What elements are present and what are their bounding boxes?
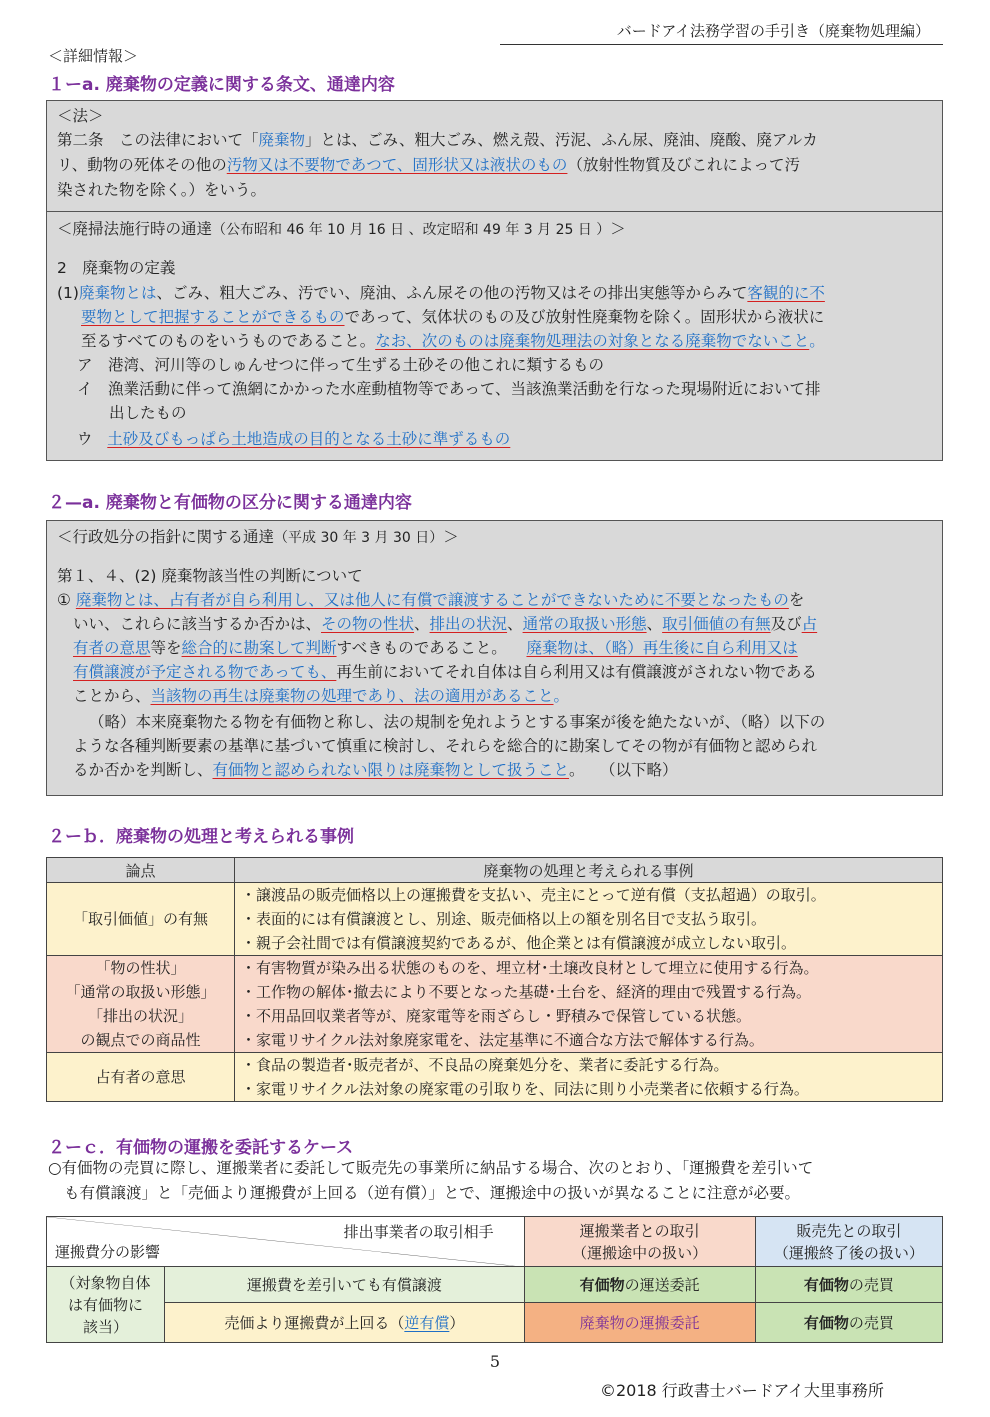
object-line: 該当） bbox=[82, 1317, 128, 1336]
law-line-2 bbox=[57, 154, 800, 176]
text: ＜廃掃法施行時の通達 bbox=[57, 220, 213, 238]
carrier-cell: 廃棄物の運搬委託 bbox=[524, 1303, 755, 1343]
column-header: 廃棄物の処理と考えられる事例 bbox=[235, 858, 943, 883]
text: を bbox=[788, 591, 805, 609]
example: ・家電リサイクル法対象廃家電を、法定基準に不適合な方法で解体する行為。 bbox=[241, 1031, 764, 1049]
item-u bbox=[77, 428, 510, 450]
text: 有価物 bbox=[803, 1276, 849, 1294]
table-header-row bbox=[47, 858, 943, 883]
keyword: 土砂及びもっぱら土地造成の目的となる土砂に準ずるもの bbox=[107, 430, 511, 448]
text: 、ごみ、粗大ごみ、汚でい、廃油、ふん尿その他の汚物又はその排出実態等からみて bbox=[156, 284, 748, 302]
transport-note-1: ○有価物の売買に際し、運搬業者に委託して販売先の事業所に納品する場合、次のとおり、「運搬費を差引いて bbox=[48, 1159, 814, 1177]
definition-title: 2 廃棄物の定義 bbox=[57, 259, 176, 277]
issue-text: 「排出の状況」 bbox=[87, 1007, 193, 1025]
text: の売買 bbox=[848, 1314, 894, 1332]
issue-text: 「通常の取扱い形態」 bbox=[65, 983, 216, 1001]
example: ・譲渡品の販売価格以上の運搬費を支払い、売主にとって逆有償（支払超過）の取引。 bbox=[241, 886, 826, 904]
header-line: 販売先との取引 bbox=[796, 1221, 902, 1240]
header-line: （運搬途中の扱い） bbox=[572, 1243, 708, 1262]
example: ・親子会社間では有償譲渡契約であるが、他企業とは有償譲渡が成立しない取引。 bbox=[241, 934, 797, 952]
law-line-1 bbox=[57, 129, 818, 151]
guideline-line-5 bbox=[73, 685, 569, 707]
column-header: 論点 bbox=[47, 858, 235, 883]
text: 至るすべてのものをいうものであること。 bbox=[81, 332, 376, 350]
notice-line-1 bbox=[57, 282, 825, 304]
text: （平成 30 年 3 月 30 日） bbox=[274, 530, 444, 546]
section-1a-heading: １ーa. 廃棄物の定義に関する条文、通達内容 bbox=[48, 75, 395, 95]
notice-box bbox=[46, 211, 943, 461]
section-2c-heading: ２ーｃ．有価物の運搬を委託するケース bbox=[48, 1138, 354, 1158]
issue-text: 占有者の意思 bbox=[95, 1068, 186, 1086]
text: (1) bbox=[57, 284, 79, 302]
keyword: 通常の取扱い形態 bbox=[522, 615, 647, 633]
text: ＞ bbox=[443, 528, 459, 546]
text: ） bbox=[449, 1314, 465, 1332]
issue-cell bbox=[47, 956, 235, 1053]
text: ＞ bbox=[610, 220, 626, 238]
guideline-title bbox=[57, 526, 459, 549]
text: 、 bbox=[414, 615, 430, 633]
page-number: 5 bbox=[489, 1352, 501, 1371]
table-row bbox=[47, 956, 943, 1053]
header-line: （運搬終了後の扱い） bbox=[773, 1243, 924, 1262]
issue-cell bbox=[47, 883, 235, 956]
example: ・家電リサイクル法対象の廃家電の引取りを、同法に則り小売業者に依頼する行為。 bbox=[241, 1080, 809, 1098]
issue-text: 「物の性状」 bbox=[95, 959, 186, 977]
text: （公布昭和 46 年 10 月 16 日 、改定昭和 49 年 3 月 25 日 ） bbox=[212, 222, 611, 238]
notice-title bbox=[57, 218, 626, 241]
carrier-column-header bbox=[524, 1217, 755, 1267]
text: ① bbox=[57, 591, 71, 609]
buyer-cell bbox=[755, 1303, 942, 1343]
keyword: その物の性状 bbox=[321, 615, 415, 633]
text: （放射性物質及びこれによって汚 bbox=[567, 156, 800, 174]
text: すべきものであること。 bbox=[336, 639, 507, 657]
text: 等を bbox=[150, 639, 182, 657]
guideline-line-1 bbox=[57, 589, 804, 611]
text: 売価より運搬費が上回る（ bbox=[224, 1314, 405, 1332]
keyword: なお、次のものは廃棄物処理法の対象となる廃棄物でないこと bbox=[375, 332, 810, 350]
transport-table bbox=[46, 1216, 943, 1343]
issue-text: の観点での商品性 bbox=[80, 1031, 201, 1049]
keyword: 占 bbox=[801, 615, 818, 633]
guideline-line-2 bbox=[73, 613, 817, 635]
law-title: ＜法＞ bbox=[57, 107, 104, 125]
table-row bbox=[47, 1053, 943, 1102]
text: ことから、 bbox=[73, 687, 151, 705]
keyword: 廃棄物は、（略）再生後に自ら利用又は bbox=[526, 639, 798, 657]
header-top-label: 排出事業者の取引相手 bbox=[343, 1223, 494, 1241]
law-line-3: 染された物を除く。）をいう。 bbox=[57, 181, 266, 199]
text: 再生前においてそれ自体は自ら利用又は有償譲渡がされない物である bbox=[336, 663, 817, 681]
text: いい、これらに該当するか否かは、 bbox=[73, 615, 322, 633]
object-line: （対象物自体 bbox=[60, 1273, 151, 1292]
guideline-line-7: ような各種判断要素の基準に基づいて慎重に検討し、それらを総合的に勘案してその物が有価物と認められ bbox=[73, 737, 818, 755]
transport-note-2: も有償譲渡」と「売価より運搬費が上回る（逆有償）」とで、運搬途中の扱いが異なることに注意が必要。 bbox=[64, 1184, 800, 1202]
text: 及び bbox=[770, 615, 802, 633]
text: 、 bbox=[646, 615, 663, 633]
copyright: ©2018 行政書士バードアイ大里事務所 bbox=[600, 1381, 884, 1400]
case-cell: 運搬費を差引いても有償譲渡 bbox=[165, 1267, 525, 1303]
example: ・有害物質が染み出る状態のものを、埋立材･土壌改良材として埋立に使用する行為。 bbox=[241, 959, 819, 977]
guideline-line-6: （略）本来廃棄物たる物を有価物と称し、法の規制を免れようとする事案が後を絶たないが、（略）以下の bbox=[89, 713, 826, 731]
keyword: 有価物と認められない限りは廃棄物として扱うこと bbox=[212, 761, 570, 779]
examples-cell bbox=[235, 1053, 943, 1102]
page-header: バードアイ法務学習の手引き（廃棄物処理編） bbox=[616, 22, 930, 40]
text: の売買 bbox=[848, 1276, 894, 1294]
notice-line-3 bbox=[81, 330, 825, 352]
keyword: 取引価値の有無 bbox=[662, 615, 771, 633]
keyword: 廃棄物とは、占有者が自ら利用し、又は他人に有償で譲渡することができないために不要となったもの bbox=[75, 591, 789, 609]
keyword: 排出の状況 bbox=[429, 615, 508, 633]
text: 有価物 bbox=[803, 1314, 849, 1332]
cases-table bbox=[46, 857, 943, 1102]
examples-cell bbox=[235, 956, 943, 1053]
keyword: 要物として把握することができるもの bbox=[81, 308, 345, 326]
text: リ、動物の死体その他の bbox=[57, 156, 227, 174]
item-a: ア 港湾、河川等のしゅんせつに伴って生ずる土砂その他これに類するもの bbox=[77, 356, 605, 374]
keyword: 廃棄物 bbox=[258, 131, 306, 149]
guideline-box bbox=[46, 520, 943, 796]
text: ＜行政処分の指針に関する通達 bbox=[57, 528, 275, 546]
object-cell bbox=[47, 1267, 165, 1343]
keyword: 廃棄物とは bbox=[78, 284, 157, 302]
text: 第二条 この法律において「 bbox=[57, 131, 259, 149]
text: であって、気体状のもの及び放射性廃棄物を除く。固形状から液状に bbox=[344, 308, 825, 326]
header-line: 運搬業者との取引 bbox=[579, 1221, 700, 1240]
keyword: 有償譲渡が予定される物であっても、 bbox=[73, 663, 337, 681]
header-rule bbox=[500, 44, 943, 45]
section-2b-heading: ２ーｂ．廃棄物の処理と考えられる事例 bbox=[48, 827, 354, 847]
table-row bbox=[47, 883, 943, 956]
issue-cell bbox=[47, 1053, 235, 1102]
object-line: は有価物に bbox=[67, 1295, 143, 1314]
buyer-cell bbox=[755, 1267, 942, 1303]
table-header-row bbox=[47, 1217, 943, 1267]
example: ・食品の製造者･販売者が、不良品の廃棄処分を、業者に委託する行為。 bbox=[241, 1056, 729, 1074]
text: 。 （以下略） bbox=[569, 761, 678, 779]
keyword: 当該物の再生は廃棄物の処理であり、法の適用があること bbox=[150, 687, 554, 705]
item-i-2: 出したもの bbox=[109, 404, 187, 422]
example: ・表面的には有償譲渡とし、別途、販売価格以上の額を別名目で支払う取引。 bbox=[241, 910, 767, 928]
example: ・不用品回収業者等が、廃家電等を雨ざらし・野積みで保管している状態。 bbox=[241, 1007, 752, 1025]
table-row bbox=[47, 1267, 943, 1303]
keyword: 総合的に勘案して判断 bbox=[181, 639, 337, 657]
text: 有価物 bbox=[579, 1276, 625, 1294]
keyword: 有者の意思 bbox=[73, 639, 151, 657]
keyword: 汚物又は不要物であつて、固形状又は液状のもの bbox=[226, 156, 568, 174]
item-i-1: イ 漁業活動に伴って漁網にかかった水産動植物等であって、当該漁業活動を行なった現場附近において排 bbox=[77, 380, 821, 398]
diagonal-header-cell bbox=[47, 1217, 525, 1267]
detail-label: ＜詳細情報＞ bbox=[48, 47, 139, 65]
keyword: 客観的に不 bbox=[747, 284, 825, 302]
text: の運送委託 bbox=[624, 1276, 700, 1294]
carrier-cell bbox=[524, 1267, 755, 1303]
text: ウ bbox=[77, 430, 93, 448]
examples-cell bbox=[235, 883, 943, 956]
example: ・工作物の解体･撤去により不要となった基礎･土台を、経済的理由で残置する行為。 bbox=[241, 983, 812, 1001]
text: 。 bbox=[809, 332, 825, 350]
guideline-line-4 bbox=[73, 661, 817, 683]
text: 。 bbox=[553, 687, 570, 705]
text: 」とは、ごみ、粗大ごみ、燃え殻、汚泥、ふん尿、廃油、廃酸、廃アルカ bbox=[305, 131, 818, 149]
law-box bbox=[46, 100, 943, 212]
text: 、 bbox=[507, 615, 523, 633]
table-row bbox=[47, 1303, 943, 1343]
buyer-column-header bbox=[755, 1217, 942, 1267]
guideline-line-3 bbox=[73, 637, 798, 659]
guideline-line-8 bbox=[73, 759, 678, 781]
issue-text: 「取引価値」の有無 bbox=[72, 910, 208, 928]
header-bottom-label: 運搬費分の影響 bbox=[55, 1243, 161, 1261]
section-2a-heading: ２—a. 廃棄物と有価物の区分に関する通達内容 bbox=[48, 493, 412, 513]
notice-line-2 bbox=[81, 306, 824, 328]
guideline-sub: 第１、４、(2) 廃棄物該当性の判断について bbox=[57, 567, 363, 585]
case-cell bbox=[165, 1303, 525, 1343]
keyword: 逆有償 bbox=[404, 1314, 450, 1332]
text: るか否かを判断し、 bbox=[73, 761, 213, 779]
